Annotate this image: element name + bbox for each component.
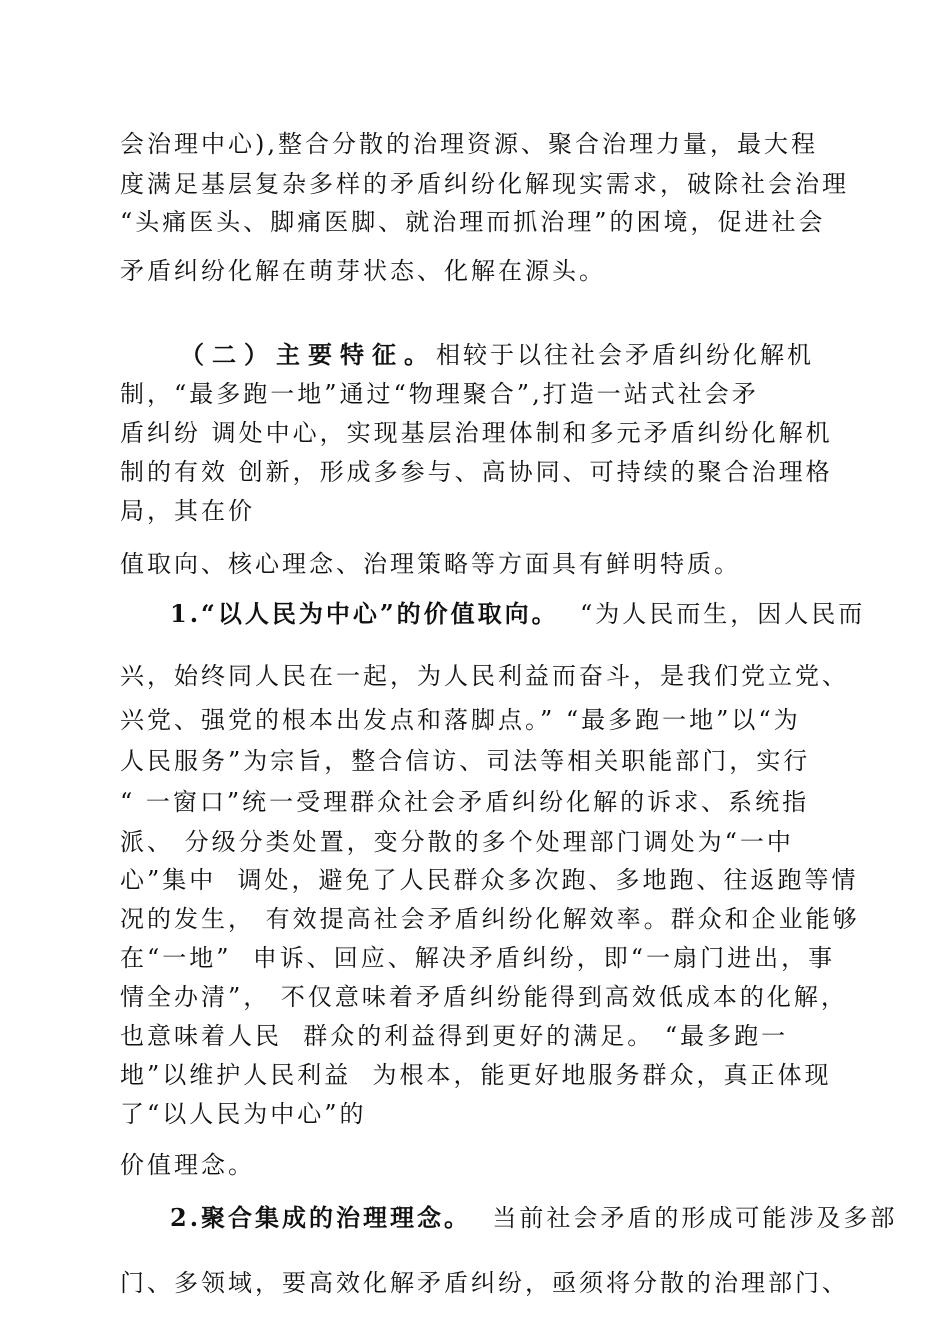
paragraph-line: 矛盾纠纷化解在萌芽状态、化解在源头。: [120, 257, 606, 285]
paragraph-line: 地”以维护人民利益 为根本，能更好地服务群众，真正体现: [120, 1061, 832, 1089]
paragraph-line: “ 一窗口”统一受理群众社会矛盾纠纷化解的诉求、系统指: [120, 788, 810, 816]
paragraph-line: 门、多领域，要高效化解矛盾纠纷，亟须将分散的治理部门、: [120, 1269, 849, 1297]
paragraph-text: 相较于以往社会矛盾纠纷化解机: [436, 341, 814, 369]
paragraph-line: “头痛医头、脚痛医脚、就治理而抓治理”的困境，促进社会: [120, 208, 826, 236]
item-heading-line: [170, 598, 865, 630]
paragraph-text: 当前社会矛盾的形成可能涉及多部: [492, 1204, 898, 1232]
paragraph-line: 况的发生， 有效提高社会矛盾纠纷化解效率。群众和企业能够: [120, 905, 860, 933]
paragraph-line: 派、 分级分类处置，变分散的多个处理部门调处为“一中: [120, 828, 794, 856]
paragraph-line: 心”集中 调处，避免了人民群众多次跑、多地跑、往返跑等情: [120, 866, 859, 894]
paragraph-line: 价值理念。: [120, 1151, 255, 1179]
paragraph-line: 在“一地” 申诉、回应、解决矛盾纠纷，即“一扇门进出，事: [120, 944, 836, 972]
paragraph-line: 兴，始终同人民在一起，为人民利益而奋斗，是我们党立党、: [120, 662, 849, 690]
paragraph-line: 制的有效 创新，形成多参与、高协同、可持续的聚合治理格: [120, 458, 833, 486]
paragraph-line: 情全办清”， 不仅意味着矛盾纠纷能得到高效低成本的化解，: [120, 983, 848, 1011]
paragraph-line: 也意味着人民 群众的利益得到更好的满足。 “最多跑一: [120, 1022, 789, 1050]
paragraph-line: 制，“最多跑一地”通过“物理聚合”,打造一站式社会矛: [120, 380, 759, 408]
paragraph-line: 局，其在价: [120, 497, 255, 525]
paragraph-line: 兴党、强党的根本出发点和落脚点。” “最多跑一地”以“为: [120, 706, 801, 734]
paragraph-line: 了“以人民为中心”的: [120, 1100, 367, 1128]
item-heading: 1.“以人民为中心”的价值取向。: [170, 599, 559, 628]
paragraph-text: “为人民而生，因人民而: [579, 600, 866, 628]
section-heading-line: [180, 339, 814, 371]
paragraph-line: 人民服务”为宗旨，整合信访、司法等相关职能部门，实行: [120, 747, 811, 775]
section-heading: （二）主要特征。: [180, 340, 436, 369]
paragraph-line: 盾纠纷 调处中心，实现基层治理体制和多元矛盾纠纷化解机: [120, 419, 833, 447]
item-heading-line: [170, 1202, 897, 1234]
paragraph-line: 度满足基层复杂多样的矛盾纠纷化解现实需求，破除社会治理: [120, 170, 849, 198]
paragraph-line: 会治理中心),整合分散的治理资源、聚合治理力量，最大程: [120, 130, 818, 158]
item-heading: 2.聚合集成的治理理念。: [170, 1203, 472, 1232]
paragraph-line: 值取向、核心理念、治理策略等方面具有鲜明特质。: [120, 550, 741, 578]
